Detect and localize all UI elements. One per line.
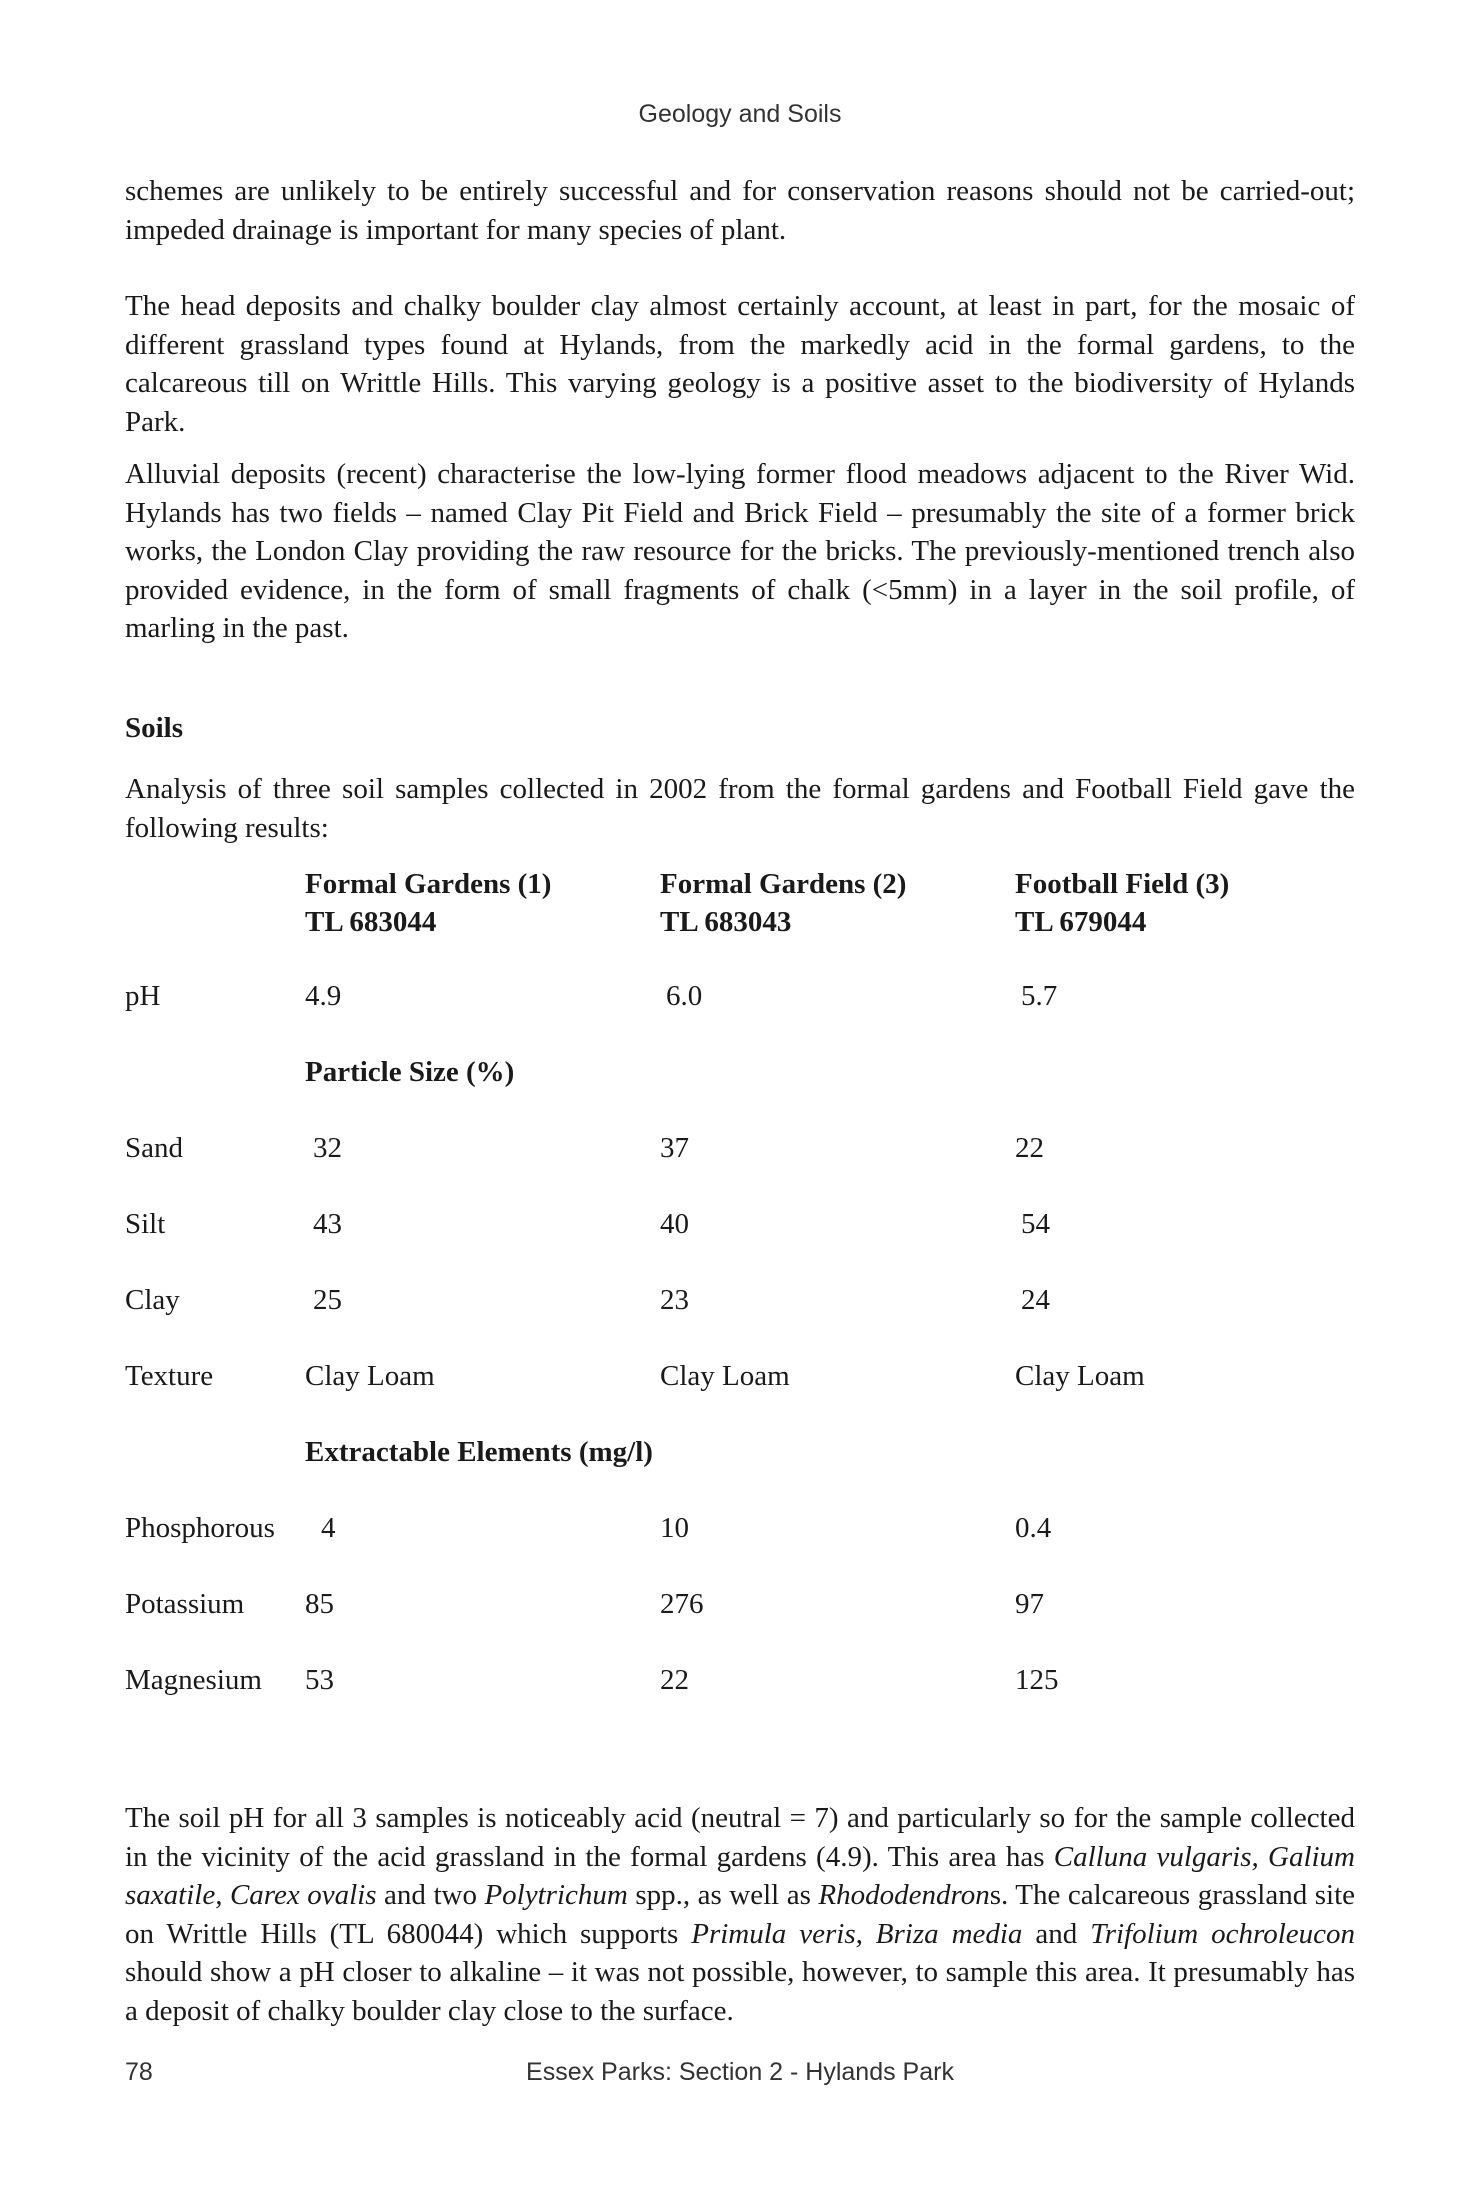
paragraph-alluvial: Alluvial deposits (recent) characterise the low-lying former flood meadows adjacent to the River Wid. Hylands has two fields – named Clay Pit Field and Brick Field – presumably the site of a former brick works, the London Clay providing the raw resource for the bricks. The previously-mentioned trench also provided evidence, in the form of small fragments of chalk (<5mm) in a layer in the soil profile, of marling in the past. <box>125 458 1355 644</box>
text-run: should show a pH closer to alkaline – it was not possible, however, to sample this area. It presumably has a deposit of chalky boulder clay close to the surface. <box>125 1956 1355 2027</box>
table-cell: 125 <box>1015 1664 1059 1696</box>
subheading-extractable-elements: Extractable Elements (mg/l) <box>305 1436 653 1468</box>
text-run: and <box>1022 1917 1091 1950</box>
table-cell: Clay Loam <box>1015 1360 1145 1392</box>
paragraph-head-deposits: The head deposits and chalky boulder clay almost certainly account, at least in part, for the mosaic of different grassland types found at Hylands, from the markedly acid in the formal gardens, to the calcareous till on Writtle Hills. This varying geology is a positive asset to the biodiversity of Hylands Park. <box>125 290 1355 438</box>
table-cell: Clay Loam <box>305 1360 435 1392</box>
table-cell: 22 <box>660 1664 689 1696</box>
grid-reference: TL 679044 <box>1015 906 1147 938</box>
table-cell: 0.4 <box>1015 1512 1052 1544</box>
row-label: Phosphorous <box>125 1512 275 1544</box>
page-number: 78 <box>125 2058 153 2086</box>
table-cell: 10 <box>660 1512 689 1544</box>
table-cell: 276 <box>660 1588 704 1620</box>
row-label: pH <box>125 980 161 1012</box>
table-cell: 5.7 <box>1021 980 1058 1012</box>
table-row-potassium <box>125 1588 1355 1628</box>
row-label: Sand <box>125 1132 183 1164</box>
table-cell: 85 <box>305 1588 334 1620</box>
table-cell: 4 <box>321 1512 336 1544</box>
species-name: Polytrichum <box>484 1879 628 1911</box>
species-name: Rhododendron <box>818 1879 990 1911</box>
footer-title: Essex Parks: Section 2 - Hylands Park <box>526 2058 954 2086</box>
column-header: Formal Gardens (1) <box>305 868 552 900</box>
section-heading-soils: Soils <box>125 712 184 744</box>
soils-intro: Analysis of three soil samples collected in 2002 from the formal gardens and Football Field gave the following results: <box>125 773 1355 844</box>
running-header: Geology and Soils <box>638 100 842 128</box>
table-cell: Clay Loam <box>660 1360 790 1392</box>
table-cell: 54 <box>1021 1208 1050 1240</box>
text-run: and two <box>376 1879 485 1911</box>
row-label: Texture <box>125 1360 214 1392</box>
table-cell: 53 <box>305 1664 334 1696</box>
row-label: Magnesium <box>125 1664 262 1696</box>
paragraph-drainage: schemes are unlikely to be entirely successful and for conservation reasons should not be carried-out; impeded drainage is important for many species of plant. <box>125 175 1355 246</box>
table-cell: 97 <box>1015 1588 1044 1620</box>
table-row-silt <box>125 1208 1355 1248</box>
body-text <box>125 172 1355 648</box>
table-header-row <box>125 868 1355 908</box>
table-cell: 22 <box>1015 1132 1044 1164</box>
table-row-sand <box>125 1132 1355 1172</box>
table-cell: 6.0 <box>666 980 703 1012</box>
row-label: Clay <box>125 1284 180 1316</box>
column-header: Formal Gardens (2) <box>660 868 907 900</box>
table-row-texture <box>125 1360 1355 1400</box>
paragraph-soil-ph-discussion <box>125 1799 1355 2030</box>
table-cell: 37 <box>660 1132 689 1164</box>
species-names: Primula veris, Briza media <box>691 1917 1023 1950</box>
table-cell: 40 <box>660 1208 689 1240</box>
table-cell: 32 <box>313 1132 342 1164</box>
table-row-clay <box>125 1284 1355 1324</box>
text-run: spp., as well as <box>627 1879 819 1911</box>
subheading-particle-size: Particle Size (%) <box>305 1056 515 1088</box>
table-row-phosphorous <box>125 1512 1355 1552</box>
row-label: Silt <box>125 1208 166 1240</box>
table-subheading-particle <box>125 1056 1355 1096</box>
grid-reference: TL 683044 <box>305 906 437 938</box>
table-grid-ref-row <box>125 906 1355 946</box>
table-cell: 43 <box>313 1208 342 1240</box>
table-row-magnesium <box>125 1664 1355 1704</box>
table-cell: 24 <box>1021 1284 1050 1316</box>
table-subheading-elements <box>125 1436 1355 1476</box>
grid-reference: TL 683043 <box>660 906 792 938</box>
row-label: Potassium <box>125 1588 245 1620</box>
table-cell: 25 <box>313 1284 342 1316</box>
text-run: The soil pH for all 3 samples is noticeably acid (neutral = 7) and particularly so for the sample collected in the vicinity of the acid grassland in the formal gardens (4.9). This area has <box>125 1802 1355 1873</box>
table-cell: 23 <box>660 1284 689 1316</box>
table-cell: 4.9 <box>305 980 342 1012</box>
species-name: Trifolium ochroleucon <box>1090 1917 1355 1950</box>
table-row-ph <box>125 980 1355 1020</box>
text-run: s. The calcareous grassland site on Writtle Hills (TL 680044) which supports <box>125 1879 1355 1950</box>
column-header: Football Field (3) <box>1015 868 1230 900</box>
species-names: Calluna vulgaris, Galium saxatile, Carex ovalis <box>125 1840 1355 1911</box>
